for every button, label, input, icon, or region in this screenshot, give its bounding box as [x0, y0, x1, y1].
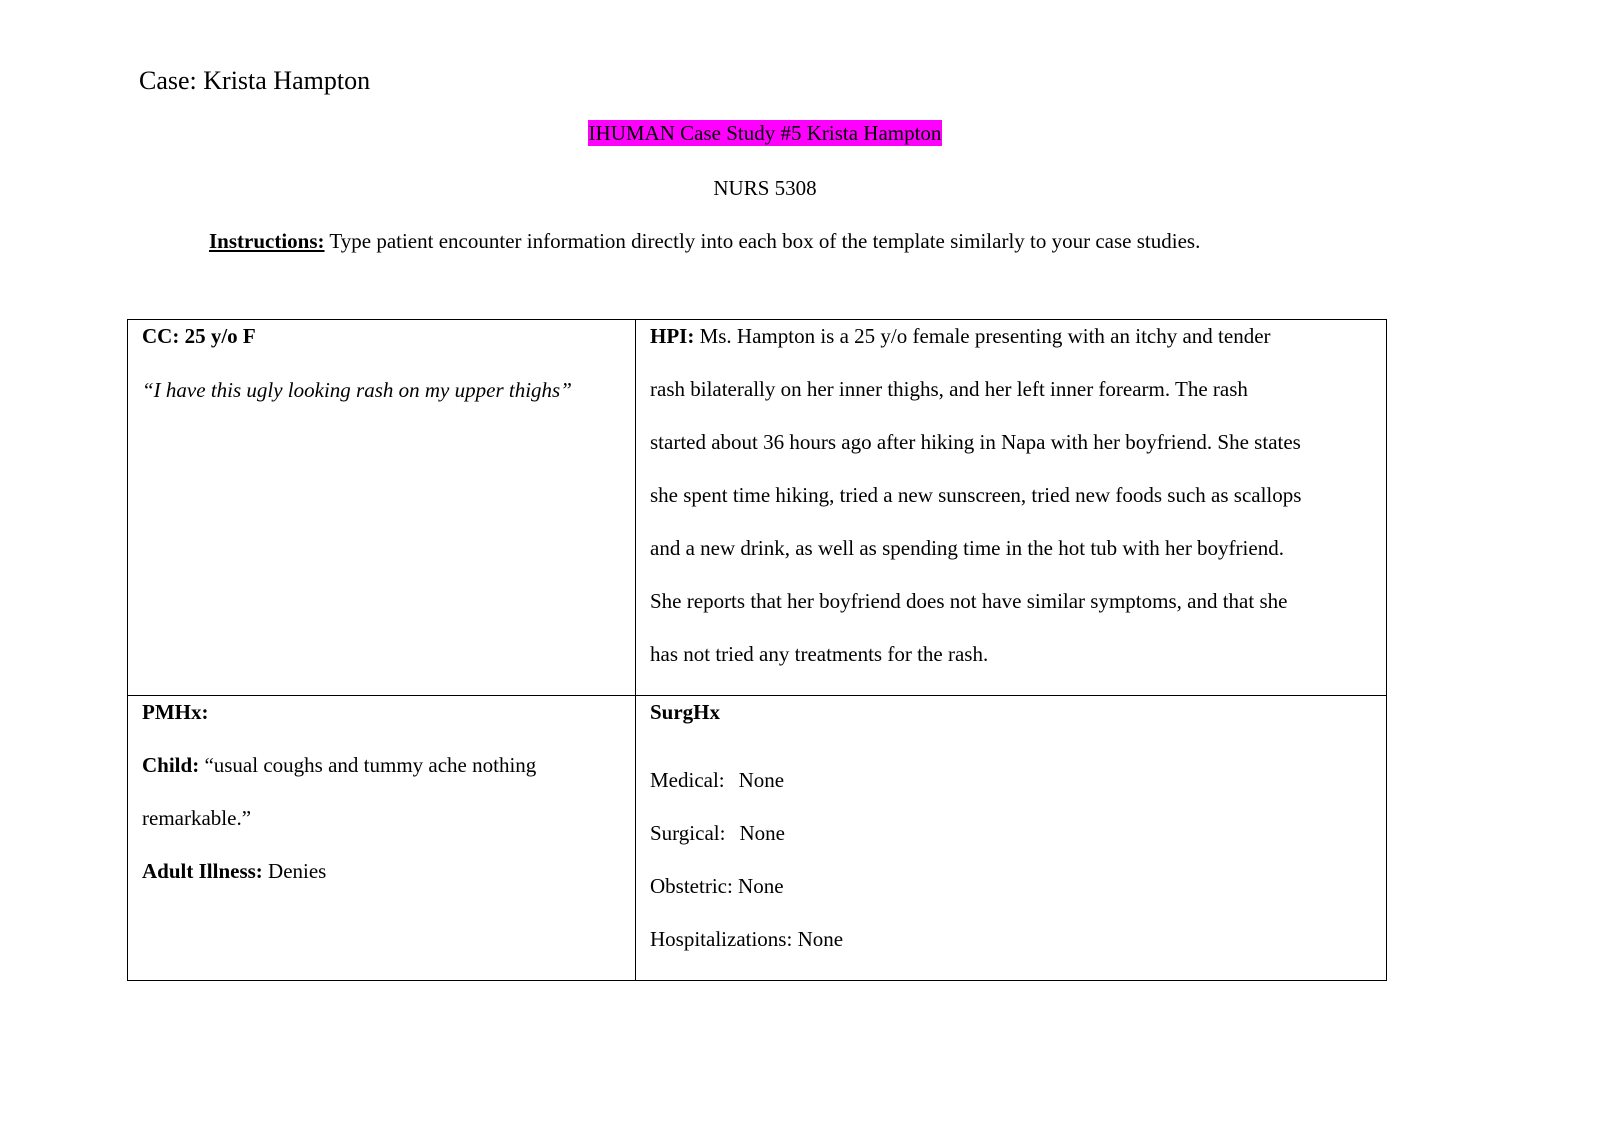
hpi-line-1	[650, 322, 1374, 350]
table-row	[128, 320, 1387, 696]
hpi-line-6: She reports that her boyfriend does not have similar symptoms, and that she	[650, 589, 1288, 613]
hpi-line-7: has not tried any treatments for the rash.	[650, 642, 989, 666]
medical-line	[650, 766, 1374, 794]
medical-label: Medical:	[650, 768, 725, 792]
cc-cell[interactable]	[128, 320, 636, 696]
hpi-label: HPI:	[650, 324, 695, 348]
medical-value: None	[738, 768, 785, 792]
pmhx-child-line-2: remarkable.”	[142, 806, 252, 830]
table-row	[128, 696, 1387, 981]
cc-label: CC: 25 y/o F	[142, 324, 256, 348]
surghx-label: SurgHx	[650, 700, 721, 724]
hpi-line-5: and a new drink, as well as spending time in the hot tub with her boyfriend.	[650, 536, 1284, 560]
hpi-text-1: Ms. Hampton is a 25 y/o female presenting with an itchy and tender	[694, 324, 1271, 348]
hpi-line-3: started about 36 hours ago after hiking in Napa with her boyfriend. She states	[650, 430, 1301, 454]
hospitalizations-line: Hospitalizations: None	[650, 927, 844, 951]
pmhx-adult-line	[142, 857, 623, 885]
course-code: NURS 5308	[713, 176, 817, 200]
instructions-text: Type patient encounter information directly into each box of the template similarly to your case studies.	[324, 229, 1201, 253]
pmhx-child-line	[142, 751, 623, 779]
pmhx-label: PMHx:	[142, 700, 209, 724]
instructions-label: Instructions:	[209, 229, 325, 253]
encounter-template-table	[127, 319, 1387, 981]
case-heading: Case: Krista Hampton	[139, 66, 371, 95]
surgical-line	[650, 819, 1374, 847]
pmhx-cell[interactable]	[128, 696, 636, 981]
surgical-value: None	[739, 821, 785, 845]
document-title	[0, 121, 1530, 146]
hpi-cell[interactable]	[636, 320, 1387, 696]
hpi-line-2: rash bilaterally on her inner thighs, and her left inner forearm. The rash	[650, 377, 1248, 401]
surghx-cell[interactable]	[636, 696, 1387, 981]
child-label: Child:	[142, 753, 200, 777]
instructions	[209, 229, 1200, 254]
child-text: “usual coughs and tummy ache nothing	[199, 753, 537, 777]
adult-illness-text: Denies	[262, 859, 327, 883]
hpi-line-4: she spent time hiking, tried a new sunscreen, tried new foods such as scallops	[650, 483, 1302, 507]
adult-illness-label: Adult Illness:	[142, 859, 263, 883]
cc-quote: “I have this ugly looking rash on my upper thighs”	[142, 378, 572, 402]
surgical-label: Surgical:	[650, 821, 726, 845]
obstetric-line: Obstetric: None	[650, 874, 784, 898]
highlighted-title: IHUMAN Case Study #5 Krista Hampton	[588, 121, 942, 145]
